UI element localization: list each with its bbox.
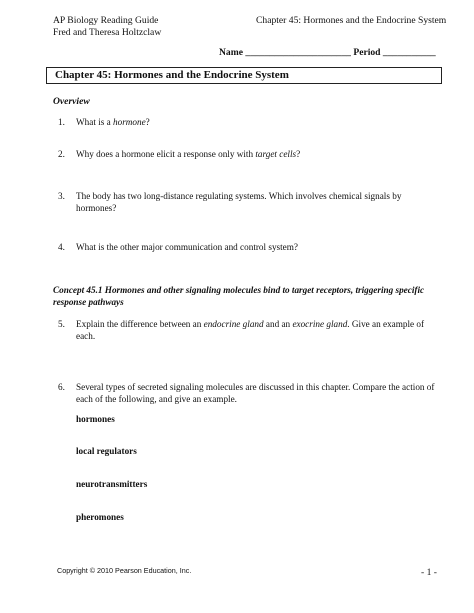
term-pheromones: pheromones: [76, 512, 124, 522]
question-5: Explain the difference between an endocrine gland and an exocrine gland. Give an example of each.: [76, 319, 425, 341]
question-number: 3.: [58, 191, 65, 201]
question-number: 5.: [58, 319, 65, 329]
period-blank[interactable]: ___________: [382, 47, 436, 58]
question-number: 2.: [58, 149, 65, 159]
term-hormones: hormones: [76, 414, 115, 424]
name-blank[interactable]: ______________________: [245, 47, 351, 58]
overview-heading: Overview: [53, 96, 90, 107]
term-local-regulators: local regulators: [76, 446, 137, 456]
chapter-title: Chapter 45: Hormones and the Endocrine System: [55, 69, 289, 81]
question-2: Why does a hormone elicit a response only with target cells?: [76, 149, 301, 159]
question-number: 6.: [58, 382, 65, 392]
question-4: What is the other major communication and control system?: [76, 242, 298, 252]
question-6: Several types of secreted signaling molecules are discussed in this chapter. Compare the action of each of the following, and give an example.: [76, 382, 435, 404]
question-1: What is a hormone?: [76, 117, 150, 127]
chapter-title-box: [46, 67, 442, 84]
question-number: 4.: [58, 242, 65, 252]
question-number: 1.: [58, 117, 65, 127]
header-authors: Fred and Theresa Holtzclaw: [53, 27, 162, 38]
question-3: The body has two long-distance regulating systems. Which involves chemical signals by hormones?: [76, 191, 402, 213]
concept-heading: Concept 45.1 Hormones and other signaling molecules bind to target receptors, triggering specific response pathways: [53, 285, 425, 307]
header-chapter: Chapter 45: Hormones and the Endocrine System: [256, 15, 447, 26]
page-number: - 1 -: [421, 567, 437, 578]
header-guide-title: AP Biology Reading Guide: [53, 15, 159, 26]
period-label: Period: [353, 47, 381, 58]
name-label: Name: [219, 47, 243, 58]
name-period-line: [219, 47, 436, 58]
copyright-notice: Copyright © 2010 Pearson Education, Inc.: [57, 566, 192, 575]
term-neurotransmitters: neurotransmitters: [76, 479, 148, 489]
